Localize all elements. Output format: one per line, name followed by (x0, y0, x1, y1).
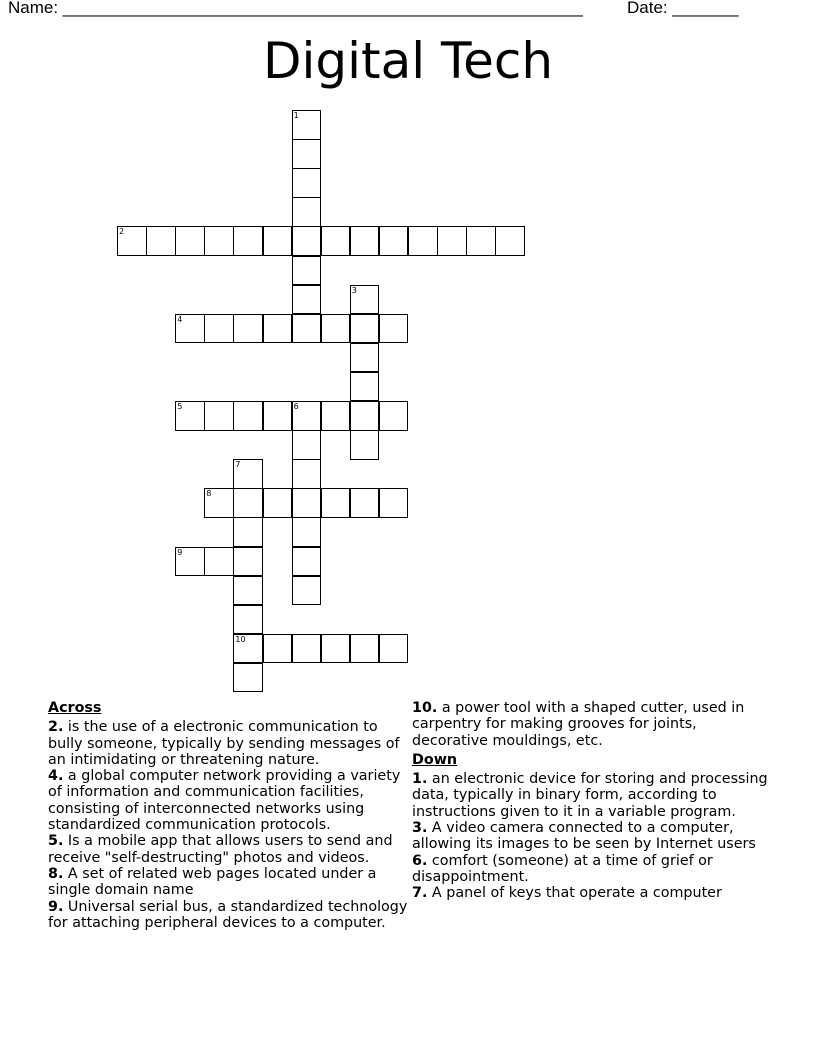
grid-cell[interactable] (321, 634, 351, 664)
clue-number: 5 (177, 402, 183, 411)
grid-cell[interactable] (379, 226, 409, 256)
clue-text: a global computer network providing a variety of information and communication facilities, consisting of interconnected networks using standardized communication protocols. (48, 768, 401, 834)
clue-number: 2. (48, 719, 64, 736)
grid-cell[interactable] (263, 634, 293, 664)
clue-item (48, 833, 408, 866)
grid-cell[interactable] (292, 459, 322, 489)
grid-cell[interactable] (321, 314, 351, 344)
grid-cell[interactable] (379, 488, 409, 518)
clue-number: 5. (48, 833, 64, 850)
grid-cell[interactable] (146, 226, 176, 256)
grid-cell[interactable] (292, 197, 322, 227)
grid-cell[interactable] (321, 488, 351, 518)
clue-number: 6. (412, 852, 428, 869)
grid-cell[interactable] (321, 401, 351, 431)
grid-cell[interactable] (350, 372, 380, 402)
grid-cell[interactable] (379, 401, 409, 431)
grid-cell[interactable] (175, 314, 205, 344)
clues-left-column (48, 700, 408, 931)
grid-cell[interactable] (350, 343, 380, 373)
clue-item (48, 899, 408, 932)
grid-cell[interactable] (204, 488, 234, 518)
grid-cell[interactable] (233, 226, 263, 256)
grid-cell[interactable] (350, 226, 380, 256)
grid-cell[interactable] (292, 285, 322, 315)
grid-cell[interactable] (350, 401, 380, 431)
clue-item (412, 771, 772, 820)
grid-cell[interactable] (292, 488, 322, 518)
grid-cell[interactable] (233, 547, 263, 577)
clue-number: 7. (412, 885, 428, 902)
grid-cell[interactable] (292, 401, 322, 431)
grid-cell[interactable] (350, 314, 380, 344)
grid-cell[interactable] (233, 488, 263, 518)
grid-cell[interactable] (233, 634, 263, 664)
clue-text: is the use of a electronic communication to bully someone, typically by sending messages of an intimidating or threatening nature. (48, 719, 400, 768)
clue-number: 4. (48, 768, 64, 785)
grid-cell[interactable] (321, 226, 351, 256)
grid-cell[interactable] (175, 401, 205, 431)
across-clue-list (48, 719, 408, 931)
puzzle-title: Digital Tech (262, 32, 554, 90)
clue-text: Universal serial bus, a standardized technology for attaching peripheral devices to a computer. (48, 898, 408, 931)
clue-number: 3. (412, 820, 428, 837)
across-clue-list-continued (412, 700, 772, 749)
grid-cell[interactable] (292, 634, 322, 664)
grid-cell[interactable] (350, 634, 380, 664)
clue-number: 1 (293, 111, 299, 120)
clue-number: 10 (235, 634, 246, 644)
grid-cell[interactable] (175, 547, 205, 577)
clue-number: 9 (177, 547, 183, 557)
grid-cell[interactable] (233, 663, 263, 693)
clues-right-column (412, 700, 772, 902)
clue-number: 8 (206, 489, 212, 499)
grid-cell[interactable] (379, 314, 409, 344)
clue-number: 9. (48, 898, 64, 915)
clue-number: 7 (235, 460, 241, 470)
clue-text: a power tool with a shaped cutter, used in carpentry for making grooves for joints, decorative mouldings, etc. (412, 700, 745, 749)
grid-cell[interactable] (466, 226, 496, 256)
clue-item (412, 885, 772, 901)
clue-text: A set of related web pages located under a single domain name (48, 865, 377, 899)
clue-item (48, 866, 408, 899)
grid-cell[interactable] (292, 517, 322, 547)
grid-cell[interactable] (263, 314, 293, 344)
grid-cell[interactable] (292, 430, 322, 460)
clue-item (48, 768, 408, 833)
down-clue-list (412, 771, 772, 901)
grid-cell[interactable] (204, 547, 234, 577)
clue-text: comfort (someone) at a time of grief or disappointment. (412, 852, 713, 885)
grid-cell[interactable] (117, 226, 147, 256)
clue-number: 2 (119, 227, 125, 237)
grid-cell[interactable] (175, 226, 205, 256)
grid-cell[interactable] (292, 547, 322, 577)
grid-cell[interactable] (350, 488, 380, 518)
name-field-label: Name: _______________________________________________________ (8, 0, 583, 17)
grid-cell[interactable] (204, 226, 234, 256)
grid-cell[interactable] (292, 139, 322, 169)
grid-cell[interactable] (379, 634, 409, 664)
grid-cell[interactable] (292, 256, 322, 286)
grid-cell[interactable] (233, 517, 263, 547)
down-heading: Down (412, 751, 458, 768)
clue-number: 8. (48, 865, 64, 882)
clue-text: an electronic device for storing and processing data, typically in binary form, according to instructions given to it in a variable program. (412, 771, 768, 820)
grid-cell[interactable] (292, 226, 322, 256)
clue-item (48, 719, 408, 768)
grid-cell[interactable] (233, 605, 263, 635)
date-field-label: Date: _______ (627, 0, 739, 17)
clue-number: 10. (412, 700, 438, 716)
grid-cell[interactable] (292, 576, 322, 606)
grid-cell[interactable] (233, 459, 263, 489)
grid-cell[interactable] (408, 226, 438, 256)
grid-cell[interactable] (263, 488, 293, 518)
grid-cell[interactable] (263, 226, 293, 256)
clue-number: 3 (351, 285, 357, 295)
grid-cell[interactable] (437, 226, 467, 256)
grid-cell[interactable] (292, 314, 322, 344)
grid-cell[interactable] (263, 401, 293, 431)
clue-number: 6 (293, 402, 299, 411)
clue-item (412, 820, 772, 853)
clue-text: Is a mobile app that allows users to send and receive "self-destructing" photos and videos. (48, 833, 393, 866)
grid-cell[interactable] (204, 401, 234, 431)
grid-cell[interactable] (292, 168, 322, 198)
grid-cell[interactable] (233, 576, 263, 606)
grid-cell[interactable] (350, 430, 380, 460)
clue-text: A video camera connected to a computer, allowing its images to be seen by Internet users (412, 820, 756, 853)
grid-cell[interactable] (233, 401, 263, 431)
clue-number: 4 (177, 314, 183, 324)
grid-cell[interactable] (350, 285, 380, 315)
grid-cell[interactable] (233, 314, 263, 344)
grid-cell[interactable] (495, 226, 525, 256)
clue-item (412, 700, 772, 749)
grid-cell[interactable] (292, 110, 322, 140)
clue-item (412, 853, 772, 886)
grid-cell[interactable] (204, 314, 234, 344)
clue-text: A panel of keys that operate a computer (427, 885, 722, 902)
clue-number: 1. (412, 771, 428, 788)
across-heading: Across (48, 700, 102, 716)
